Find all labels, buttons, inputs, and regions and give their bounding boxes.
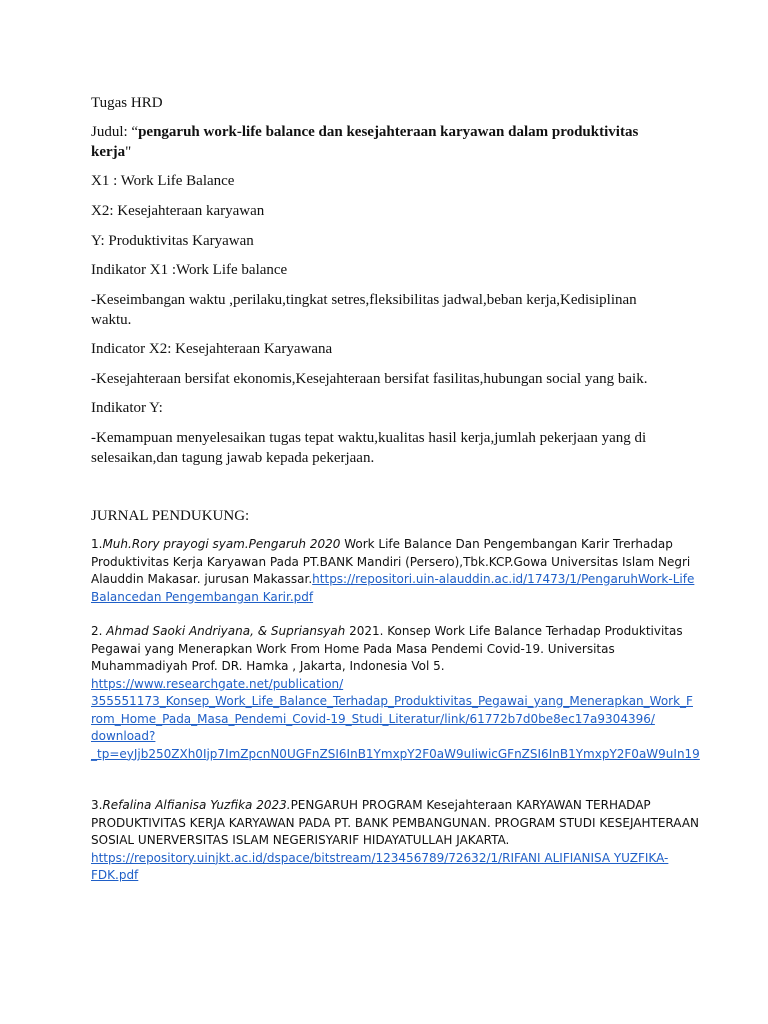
- reference-2: [91, 623, 700, 763]
- reference-3-line3: SOSIAL UNERVERSITAS ISLAM NEGERISYARIF HIDAYATULLAH JAKARTA.: [91, 833, 510, 847]
- reference-2-link[interactable]: https://www.researchgate.net/publication/: [91, 676, 344, 691]
- reference-1-author: Muh.Rory prayogi syam.Pengaruh 2020: [102, 537, 341, 551]
- reference-3-author: Refalina Alfianisa Yuzfika 2023.: [102, 798, 291, 812]
- reference-3-line2: PRODUKTIVITAS KERJA KARYAWAN PADA PT. BANK PEMBANGUNAN. PROGRAM STUDI KESEJAHTERAAN: [91, 815, 700, 830]
- reference-1-line3: Alauddin Makasar. jurusan Makassar.: [91, 572, 313, 586]
- reference-2-line2: Pegawai yang Menerapkan Work From Home Pada Masa Pendemi Covid-19. Universitas: [91, 641, 615, 656]
- indikator-x1-line1: -Keseimbangan waktu ,perilaku,tingkat setres,fleksibilitas jadwal,beban kerja,Kedisiplinan: [91, 292, 637, 308]
- judul-close-quote: ": [125, 144, 132, 160]
- reference-2-line3: Muhammadiyah Prof. DR. Hamka , Jakarta, Indonesia Vol 5.: [91, 659, 445, 673]
- reference-3-number: 3.: [91, 798, 103, 812]
- judul-paragraph: [91, 122, 681, 162]
- judul-title-line1: pengaruh work-life balance dan kesejahteraan karyawan dalam produktivitas: [138, 124, 639, 140]
- reference-3-title: PENGARUH PROGRAM Kesejahteraan KARYAWAN TERHADAP: [290, 798, 651, 812]
- reference-2-author: Ahmad Saoki Andriyana, & Supriansyah: [106, 624, 346, 638]
- indikator-x1-line2: waktu.: [91, 312, 132, 328]
- reference-3-link-continued[interactable]: FDK.pdf: [91, 868, 139, 882]
- reference-2-link-continued-1[interactable]: 355551173_Konsep_Work_Life_Balance_Terhadap_Produktivitas_Pegawai_yang_Menerapkan_Work_F: [91, 694, 693, 708]
- jurnal-heading: JURNAL PENDUKUNG:: [91, 508, 250, 524]
- reference-2-link-continued-3[interactable]: download?: [91, 729, 156, 743]
- reference-2-link-continued-4[interactable]: _tp=eyJjb250ZXh0Ijp7ImZpcnN0UGFnZSI6InB1YmxpY2F0aW9uIiwicGFnZSI6InB1YmxpY2F0aW9uIn19: [91, 746, 700, 761]
- indikator-x1-heading: Indikator X1 :Work Life balance: [91, 262, 288, 278]
- judul-title-line2: kerja: [91, 144, 126, 160]
- indikator-y-heading: Indikator Y:: [91, 400, 163, 416]
- indikator-x2-heading: Indicator X2: Kesejahteraan Karyawana: [91, 341, 333, 357]
- reference-1-number: 1.: [91, 537, 103, 551]
- variable-y: Y: Produktivitas Karyawan: [91, 233, 254, 249]
- reference-3-link[interactable]: https://repository.uinjkt.ac.id/dspace/bitstream/123456789/72632/1/RIFANI ALIFIANISA YUZFIKA-: [91, 850, 669, 865]
- reference-1-line2: Produktivitas Kerja Karyawan Pada PT.BANK Mandiri (Persero),Tbk.KCP.Gowa Universitas Islam Negri: [91, 554, 691, 569]
- judul-label: Judul: “: [91, 124, 139, 140]
- indikator-x2-line1: -Kesejahteraan bersifat ekonomis,Kesejahteraan bersifat fasilitas,hubungan social yang baik.: [91, 371, 648, 387]
- indikator-y-line1: -Kemampuan menyelesaikan tugas tepat waktu,kualitas hasil kerja,jumlah pekerjaan yang di: [91, 430, 647, 446]
- reference-1-title: Work Life Balance Dan Pengembangan Karir Trerhadap: [340, 537, 673, 551]
- reference-2-link-continued-2[interactable]: rom_Home_Pada_Masa_Pendemi_Covid-19_Studi_Literatur/link/61772b7d0be8ec17a9304396/: [91, 711, 655, 726]
- document-title: Tugas HRD: [91, 95, 163, 111]
- reference-1-link-continued[interactable]: Balancedan Pengembangan Karir.pdf: [91, 589, 314, 604]
- reference-3: [91, 797, 700, 885]
- reference-2-title: 2021. Konsep Work Life Balance Terhadap Produktivitas: [345, 624, 683, 638]
- indikator-y-line2: selesaikan,dan tagung jawab kepada pekerjaan.: [91, 450, 375, 466]
- reference-1: [91, 536, 695, 606]
- indikator-x1-text: [91, 290, 711, 330]
- indikator-y-text: [91, 428, 711, 468]
- variable-x2: X2: Kesejahteraan karyawan: [91, 203, 265, 219]
- reference-1-link[interactable]: https://repositori.uin-alauddin.ac.id/17473/1/PengaruhWork-Life: [312, 572, 695, 586]
- reference-2-number: 2.: [91, 624, 107, 638]
- variable-x1: X1 : Work Life Balance: [91, 173, 235, 189]
